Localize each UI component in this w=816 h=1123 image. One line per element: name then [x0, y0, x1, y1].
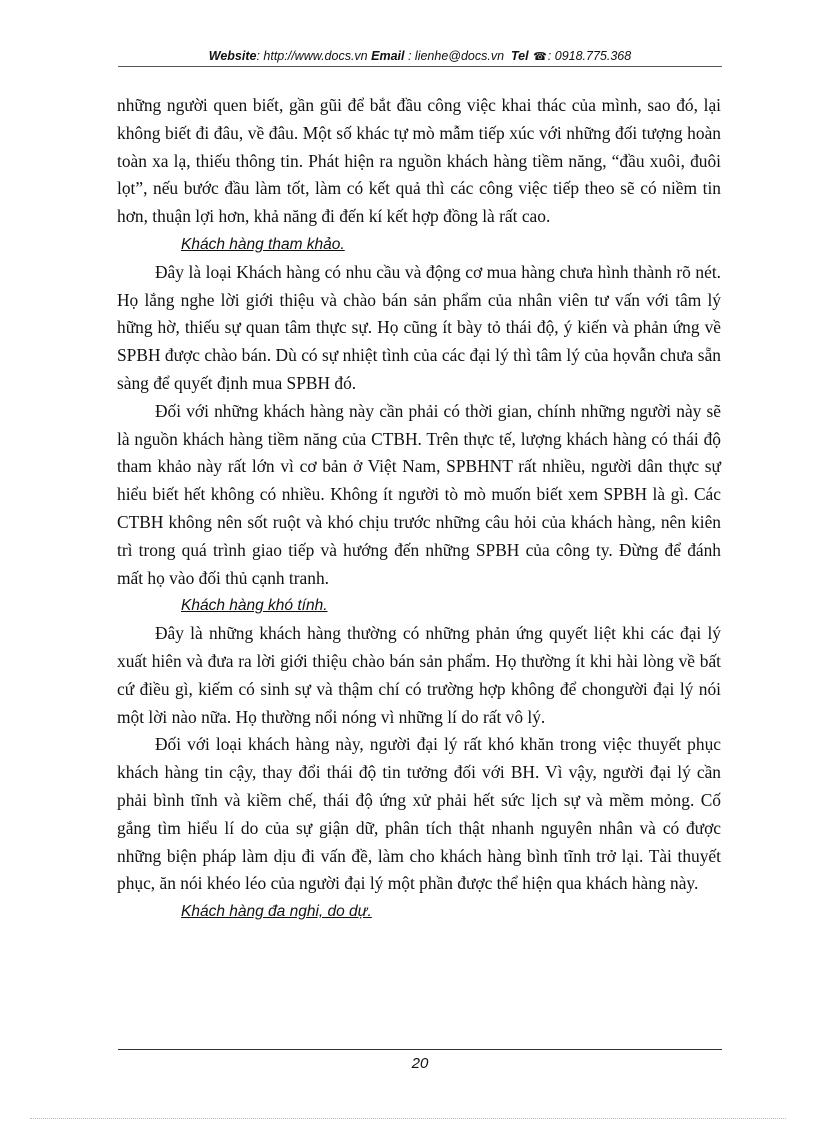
header-divider: [118, 66, 722, 67]
tel-value: : 0918.775.368: [547, 49, 632, 63]
tel-label: Tel: [511, 49, 529, 63]
telephone-icon: ☎: [533, 51, 547, 63]
website-value: : http://www.docs.vn: [256, 49, 368, 63]
page-number: 20: [411, 1055, 429, 1072]
heading-khach-hang-tham-khao: Khách hàng tham khảo.: [181, 235, 345, 253]
website-label: Website: [208, 49, 257, 63]
paragraph-4: Đây là những khách hàng thường có những phản ứng quyết liệt khi các đại lý xuất hiên và đưa ra lời giới thiệu chào bán sản phẩm. Họ thường ít khi hài lòng về bất cứ điều gì, kiếm có sinh sự và thậm chí có trường hợp không để chongười đại lý nói một lời nào nữa. Họ thường nổi nóng vì những lí do rất vô lý.: [117, 623, 721, 727]
paragraph-5: Đối với loại khách hàng này, người đại lý rất khó khăn trong việc thuyết phục khách hàng tin cậy, thay đổi thái độ tin tưởng đối với BH. Vì vậy, người đại lý cần phải bình tĩnh và kiềm chế, thái độ ứng xử phải hết sức lịch sự và mềm mỏng. Cố gắng tìm hiểu lí do của sự giận dữ, phân tích thật nhanh nguyên nhân và có được những biện pháp làm dịu đi vấn đề, làm cho khách hàng bình tĩnh trở lại. Tài thuyết phục, ăn nói khéo léo của người đại lý một phần được thể hiện qua khách hàng này.: [117, 734, 721, 894]
footer-divider: [118, 1049, 722, 1050]
paragraph-1: những người quen biết, gần gũi để bắt đầu công việc khai thác của mình, sao đó, lại không biết đi đâu, về đâu. Một số khác tự mò mẫm tiếp xúc với những đối tượng hoàn toàn xa lạ, thiếu thông tin. Phát hiện ra nguồn khách hàng tiềm năng, “đầu xuôi, đuôi lọt”, nếu bước đầu làm tốt, làm có kết quả thì các công việc tiếp theo sẽ có niềm tin hơn, thuận lợi hơn, khả năng đi đến kí kết hợp đồng là rất cao.: [117, 95, 721, 227]
paragraph-2: Đây là loại Khách hàng có nhu cầu và động cơ mua hàng chưa hình thành rõ nét. Họ lắng nghe lời giới thiệu và chào bán sản phẩm của nhân viên tư vấn với tâm lý hững hờ, thiếu sự quan tâm thực sự. Họ cũng ít bày tỏ thái độ, ý kiến và phản ứng về SPBH được chào bán. Dù có sự nhiệt tình của các đại lý thì tâm lý của họvẫn chưa sẵn sàng để quyết định mua SPBH đó.: [117, 261, 721, 393]
page-header: [118, 48, 722, 65]
document-body: [117, 92, 721, 926]
paragraph-3: Đối với những khách hàng này cần phải có thời gian, chính những người này sẽ là nguồn khách hàng tiềm năng của CTBH. Trên thực tế, lượng khách hàng có thái độ tham khảo này rất lớn vì cơ bản ở Việt Nam, SPBHNT rất nhiều, người dân thực sự hiểu biết hết không có nhiều. Không ít người tò mò muốn biết xem SPBH là gì. Các CTBH không nên sốt ruột và khó chịu trước những câu hỏi của khách hàng, nên kiên trì trong quá trình giao tiếp và hướng đến những SPBH của công ty. Đừng để đánh mất họ vào đối thủ cạnh tranh.: [117, 400, 721, 588]
heading-khach-hang-da-nghi: Khách hàng đa nghi, do dự.: [181, 903, 372, 921]
email-value: : lienhe@docs.vn: [407, 49, 505, 63]
heading-khach-hang-kho-tinh: Khách hàng khó tính.: [181, 597, 328, 615]
page-bottom-edge: [30, 1118, 786, 1119]
email-label: Email: [371, 49, 405, 63]
